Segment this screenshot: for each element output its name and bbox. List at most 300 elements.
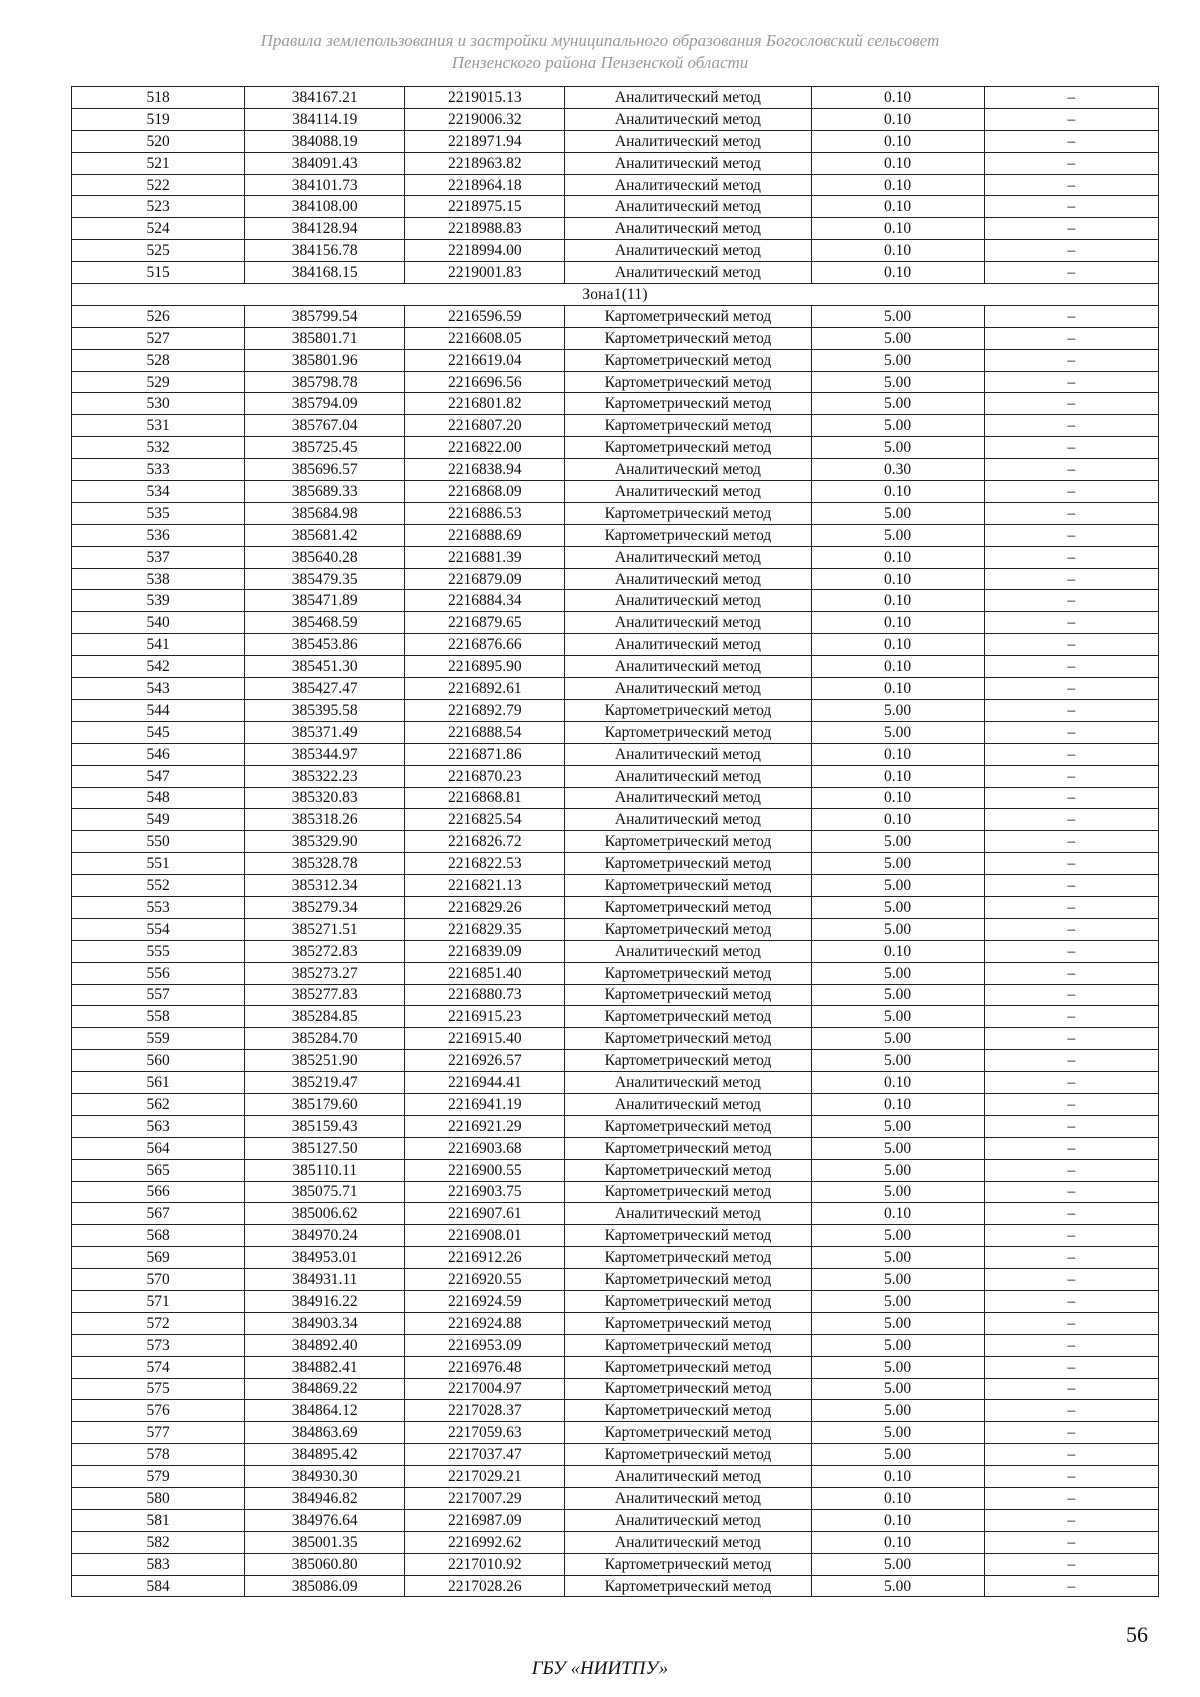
accuracy-cell: 5.00 bbox=[811, 1247, 984, 1269]
table-row bbox=[72, 831, 1159, 853]
description-cell: – bbox=[984, 831, 1158, 853]
y-coordinate-cell: 2217028.26 bbox=[405, 1575, 565, 1597]
y-coordinate-cell: 2216924.88 bbox=[405, 1312, 565, 1334]
method-cell: Картометрический метод bbox=[565, 721, 811, 743]
accuracy-cell: 5.00 bbox=[811, 853, 984, 875]
y-coordinate-cell: 2216829.35 bbox=[405, 918, 565, 940]
accuracy-cell: 5.00 bbox=[811, 896, 984, 918]
method-cell: Аналитический метод bbox=[565, 1509, 811, 1531]
accuracy-cell: 5.00 bbox=[811, 1225, 984, 1247]
x-coordinate-cell: 385801.96 bbox=[245, 349, 405, 371]
method-cell: Аналитический метод bbox=[565, 1093, 811, 1115]
x-coordinate-cell: 384903.34 bbox=[245, 1312, 405, 1334]
description-cell: – bbox=[984, 634, 1158, 656]
y-coordinate-cell: 2216851.40 bbox=[405, 962, 565, 984]
y-coordinate-cell: 2216825.54 bbox=[405, 809, 565, 831]
accuracy-cell: 0.10 bbox=[811, 1509, 984, 1531]
accuracy-cell: 5.00 bbox=[811, 502, 984, 524]
method-cell: Аналитический метод bbox=[565, 940, 811, 962]
x-coordinate-cell: 385451.30 bbox=[245, 656, 405, 678]
method-cell: Картометрический метод bbox=[565, 699, 811, 721]
point-number-cell: 534 bbox=[72, 481, 245, 503]
table-row bbox=[72, 940, 1159, 962]
method-cell: Картометрический метод bbox=[565, 1575, 811, 1597]
point-number-cell: 578 bbox=[72, 1444, 245, 1466]
description-cell: – bbox=[984, 1093, 1158, 1115]
accuracy-cell: 0.10 bbox=[811, 656, 984, 678]
accuracy-cell: 5.00 bbox=[811, 1422, 984, 1444]
method-cell: Картометрический метод bbox=[565, 371, 811, 393]
description-cell: – bbox=[984, 218, 1158, 240]
y-coordinate-cell: 2216696.56 bbox=[405, 371, 565, 393]
y-coordinate-cell: 2218994.00 bbox=[405, 240, 565, 262]
description-cell: – bbox=[984, 568, 1158, 590]
description-cell: – bbox=[984, 875, 1158, 897]
method-cell: Картометрический метод bbox=[565, 349, 811, 371]
x-coordinate-cell: 385006.62 bbox=[245, 1203, 405, 1225]
x-coordinate-cell: 384946.82 bbox=[245, 1488, 405, 1510]
method-cell: Картометрический метод bbox=[565, 1312, 811, 1334]
accuracy-cell: 5.00 bbox=[811, 1028, 984, 1050]
table-row bbox=[72, 1115, 1159, 1137]
point-number-cell: 569 bbox=[72, 1247, 245, 1269]
table-row bbox=[72, 371, 1159, 393]
point-number-cell: 576 bbox=[72, 1400, 245, 1422]
point-number-cell: 570 bbox=[72, 1269, 245, 1291]
description-cell: – bbox=[984, 1028, 1158, 1050]
accuracy-cell: 5.00 bbox=[811, 984, 984, 1006]
x-coordinate-cell: 385312.34 bbox=[245, 875, 405, 897]
y-coordinate-cell: 2216987.09 bbox=[405, 1509, 565, 1531]
accuracy-cell: 0.10 bbox=[811, 546, 984, 568]
x-coordinate-cell: 385371.49 bbox=[245, 721, 405, 743]
y-coordinate-cell: 2218964.18 bbox=[405, 174, 565, 196]
description-cell: – bbox=[984, 1006, 1158, 1028]
description-cell: – bbox=[984, 371, 1158, 393]
point-number-cell: 542 bbox=[72, 656, 245, 678]
method-cell: Аналитический метод bbox=[565, 130, 811, 152]
point-number-cell: 529 bbox=[72, 371, 245, 393]
point-number-cell: 551 bbox=[72, 853, 245, 875]
y-coordinate-cell: 2216870.23 bbox=[405, 765, 565, 787]
x-coordinate-cell: 385279.34 bbox=[245, 896, 405, 918]
accuracy-cell: 0.10 bbox=[811, 196, 984, 218]
table-row bbox=[72, 1400, 1159, 1422]
table-row bbox=[72, 1488, 1159, 1510]
table-row bbox=[72, 1093, 1159, 1115]
x-coordinate-cell: 385798.78 bbox=[245, 371, 405, 393]
point-number-cell: 539 bbox=[72, 590, 245, 612]
y-coordinate-cell: 2217028.37 bbox=[405, 1400, 565, 1422]
table-row bbox=[72, 1553, 1159, 1575]
description-cell: – bbox=[984, 262, 1158, 284]
x-coordinate-cell: 384892.40 bbox=[245, 1334, 405, 1356]
point-number-cell: 547 bbox=[72, 765, 245, 787]
point-number-cell: 561 bbox=[72, 1072, 245, 1094]
table-row bbox=[72, 437, 1159, 459]
accuracy-cell: 5.00 bbox=[811, 1159, 984, 1181]
description-cell: – bbox=[984, 393, 1158, 415]
description-cell: – bbox=[984, 765, 1158, 787]
method-cell: Аналитический метод bbox=[565, 656, 811, 678]
point-number-cell: 548 bbox=[72, 787, 245, 809]
y-coordinate-cell: 2216822.00 bbox=[405, 437, 565, 459]
accuracy-cell: 5.00 bbox=[811, 962, 984, 984]
method-cell: Картометрический метод bbox=[565, 1553, 811, 1575]
table-row bbox=[72, 1422, 1159, 1444]
x-coordinate-cell: 385127.50 bbox=[245, 1137, 405, 1159]
method-cell: Картометрический метод bbox=[565, 1181, 811, 1203]
point-number-cell: 515 bbox=[72, 262, 245, 284]
y-coordinate-cell: 2216892.61 bbox=[405, 678, 565, 700]
x-coordinate-cell: 385479.35 bbox=[245, 568, 405, 590]
accuracy-cell: 5.00 bbox=[811, 1378, 984, 1400]
method-cell: Картометрический метод bbox=[565, 327, 811, 349]
accuracy-cell: 5.00 bbox=[811, 1115, 984, 1137]
table-row bbox=[72, 349, 1159, 371]
point-number-cell: 540 bbox=[72, 612, 245, 634]
accuracy-cell: 0.10 bbox=[811, 240, 984, 262]
point-number-cell: 541 bbox=[72, 634, 245, 656]
x-coordinate-cell: 385318.26 bbox=[245, 809, 405, 831]
description-cell: – bbox=[984, 1050, 1158, 1072]
accuracy-cell: 5.00 bbox=[811, 415, 984, 437]
description-cell: – bbox=[984, 721, 1158, 743]
point-number-cell: 545 bbox=[72, 721, 245, 743]
accuracy-cell: 5.00 bbox=[811, 1050, 984, 1072]
x-coordinate-cell: 385453.86 bbox=[245, 634, 405, 656]
description-cell: – bbox=[984, 809, 1158, 831]
x-coordinate-cell: 384088.19 bbox=[245, 130, 405, 152]
method-cell: Аналитический метод bbox=[565, 678, 811, 700]
table-row bbox=[72, 1531, 1159, 1553]
table-row bbox=[72, 875, 1159, 897]
point-number-cell: 558 bbox=[72, 1006, 245, 1028]
description-cell: – bbox=[984, 984, 1158, 1006]
y-coordinate-cell: 2216822.53 bbox=[405, 853, 565, 875]
y-coordinate-cell: 2216903.75 bbox=[405, 1181, 565, 1203]
x-coordinate-cell: 384953.01 bbox=[245, 1247, 405, 1269]
method-cell: Аналитический метод bbox=[565, 743, 811, 765]
method-cell: Аналитический метод bbox=[565, 481, 811, 503]
accuracy-cell: 0.10 bbox=[811, 678, 984, 700]
accuracy-cell: 0.10 bbox=[811, 765, 984, 787]
y-coordinate-cell: 2216900.55 bbox=[405, 1159, 565, 1181]
accuracy-cell: 0.10 bbox=[811, 590, 984, 612]
x-coordinate-cell: 385329.90 bbox=[245, 831, 405, 853]
x-coordinate-cell: 384114.19 bbox=[245, 108, 405, 130]
description-cell: – bbox=[984, 918, 1158, 940]
method-cell: Аналитический метод bbox=[565, 174, 811, 196]
y-coordinate-cell: 2219006.32 bbox=[405, 108, 565, 130]
description-cell: – bbox=[984, 656, 1158, 678]
accuracy-cell: 0.10 bbox=[811, 108, 984, 130]
point-number-cell: 528 bbox=[72, 349, 245, 371]
y-coordinate-cell: 2216892.79 bbox=[405, 699, 565, 721]
y-coordinate-cell: 2216826.72 bbox=[405, 831, 565, 853]
table-row bbox=[72, 612, 1159, 634]
method-cell: Аналитический метод bbox=[565, 809, 811, 831]
x-coordinate-cell: 385468.59 bbox=[245, 612, 405, 634]
accuracy-cell: 0.10 bbox=[811, 1466, 984, 1488]
point-number-cell: 552 bbox=[72, 875, 245, 897]
description-cell: – bbox=[984, 1312, 1158, 1334]
x-coordinate-cell: 385684.98 bbox=[245, 502, 405, 524]
point-number-cell: 559 bbox=[72, 1028, 245, 1050]
y-coordinate-cell: 2216926.57 bbox=[405, 1050, 565, 1072]
table-row bbox=[72, 1575, 1159, 1597]
table-row bbox=[72, 305, 1159, 327]
method-cell: Аналитический метод bbox=[565, 612, 811, 634]
table-row bbox=[72, 1312, 1159, 1334]
y-coordinate-cell: 2217004.97 bbox=[405, 1378, 565, 1400]
method-cell: Картометрический метод bbox=[565, 1137, 811, 1159]
accuracy-cell: 0.10 bbox=[811, 809, 984, 831]
x-coordinate-cell: 385328.78 bbox=[245, 853, 405, 875]
point-number-cell: 562 bbox=[72, 1093, 245, 1115]
method-cell: Картометрический метод bbox=[565, 896, 811, 918]
y-coordinate-cell: 2216976.48 bbox=[405, 1356, 565, 1378]
y-coordinate-cell: 2216888.69 bbox=[405, 524, 565, 546]
table-row bbox=[72, 327, 1159, 349]
y-coordinate-cell: 2216944.41 bbox=[405, 1072, 565, 1094]
description-cell: – bbox=[984, 108, 1158, 130]
y-coordinate-cell: 2216884.34 bbox=[405, 590, 565, 612]
point-number-cell: 575 bbox=[72, 1378, 245, 1400]
y-coordinate-cell: 2216619.04 bbox=[405, 349, 565, 371]
table-row bbox=[72, 656, 1159, 678]
description-cell: – bbox=[984, 699, 1158, 721]
accuracy-cell: 0.10 bbox=[811, 87, 984, 109]
table-row bbox=[72, 546, 1159, 568]
method-cell: Картометрический метод bbox=[565, 1356, 811, 1378]
method-cell: Аналитический метод bbox=[565, 459, 811, 481]
table-row bbox=[72, 634, 1159, 656]
accuracy-cell: 0.10 bbox=[811, 152, 984, 174]
y-coordinate-cell: 2217037.47 bbox=[405, 1444, 565, 1466]
description-cell: – bbox=[984, 1159, 1158, 1181]
y-coordinate-cell: 2216801.82 bbox=[405, 393, 565, 415]
x-coordinate-cell: 385219.47 bbox=[245, 1072, 405, 1094]
point-number-cell: 581 bbox=[72, 1509, 245, 1531]
description-cell: – bbox=[984, 896, 1158, 918]
description-cell: – bbox=[984, 305, 1158, 327]
table-row bbox=[72, 1269, 1159, 1291]
description-cell: – bbox=[984, 1488, 1158, 1510]
table-row bbox=[72, 678, 1159, 700]
description-cell: – bbox=[984, 152, 1158, 174]
method-cell: Картометрический метод bbox=[565, 1006, 811, 1028]
point-number-cell: 543 bbox=[72, 678, 245, 700]
y-coordinate-cell: 2216921.29 bbox=[405, 1115, 565, 1137]
method-cell: Картометрический метод bbox=[565, 393, 811, 415]
accuracy-cell: 5.00 bbox=[811, 1269, 984, 1291]
point-number-cell: 533 bbox=[72, 459, 245, 481]
x-coordinate-cell: 385427.47 bbox=[245, 678, 405, 700]
y-coordinate-cell: 2216908.01 bbox=[405, 1225, 565, 1247]
table-row bbox=[72, 1444, 1159, 1466]
y-coordinate-cell: 2218975.15 bbox=[405, 196, 565, 218]
description-cell: – bbox=[984, 853, 1158, 875]
table-row bbox=[72, 1159, 1159, 1181]
table-row bbox=[72, 743, 1159, 765]
point-number-cell: 535 bbox=[72, 502, 245, 524]
point-number-cell: 563 bbox=[72, 1115, 245, 1137]
point-number-cell: 531 bbox=[72, 415, 245, 437]
point-number-cell: 522 bbox=[72, 174, 245, 196]
accuracy-cell: 5.00 bbox=[811, 1575, 984, 1597]
description-cell: – bbox=[984, 327, 1158, 349]
x-coordinate-cell: 385086.09 bbox=[245, 1575, 405, 1597]
table-row bbox=[72, 568, 1159, 590]
point-number-cell: 579 bbox=[72, 1466, 245, 1488]
point-number-cell: 536 bbox=[72, 524, 245, 546]
x-coordinate-cell: 385395.58 bbox=[245, 699, 405, 721]
accuracy-cell: 0.10 bbox=[811, 130, 984, 152]
y-coordinate-cell: 2218963.82 bbox=[405, 152, 565, 174]
accuracy-cell: 0.10 bbox=[811, 634, 984, 656]
description-cell: – bbox=[984, 174, 1158, 196]
method-cell: Картометрический метод bbox=[565, 1028, 811, 1050]
y-coordinate-cell: 2216920.55 bbox=[405, 1269, 565, 1291]
point-number-cell: 526 bbox=[72, 305, 245, 327]
table-row bbox=[72, 415, 1159, 437]
x-coordinate-cell: 385277.83 bbox=[245, 984, 405, 1006]
accuracy-cell: 5.00 bbox=[811, 831, 984, 853]
y-coordinate-cell: 2216915.23 bbox=[405, 1006, 565, 1028]
table-row bbox=[72, 1050, 1159, 1072]
accuracy-cell: 0.10 bbox=[811, 1203, 984, 1225]
header-line-1: Правила землепользования и застройки муниципального образования Богословский сельсовет bbox=[260, 31, 940, 50]
x-coordinate-cell: 384916.22 bbox=[245, 1290, 405, 1312]
method-cell: Картометрический метод bbox=[565, 415, 811, 437]
accuracy-cell: 5.00 bbox=[811, 721, 984, 743]
accuracy-cell: 0.30 bbox=[811, 459, 984, 481]
method-cell: Аналитический метод bbox=[565, 1466, 811, 1488]
accuracy-cell: 5.00 bbox=[811, 699, 984, 721]
y-coordinate-cell: 2216879.09 bbox=[405, 568, 565, 590]
description-cell: – bbox=[984, 459, 1158, 481]
method-cell: Аналитический метод bbox=[565, 765, 811, 787]
accuracy-cell: 0.10 bbox=[811, 940, 984, 962]
description-cell: – bbox=[984, 1575, 1158, 1597]
table-row bbox=[72, 240, 1159, 262]
accuracy-cell: 0.10 bbox=[811, 1531, 984, 1553]
x-coordinate-cell: 384895.42 bbox=[245, 1444, 405, 1466]
y-coordinate-cell: 2216608.05 bbox=[405, 327, 565, 349]
method-cell: Аналитический метод bbox=[565, 108, 811, 130]
method-cell: Аналитический метод bbox=[565, 152, 811, 174]
point-number-cell: 550 bbox=[72, 831, 245, 853]
table-row bbox=[72, 962, 1159, 984]
description-cell: – bbox=[984, 240, 1158, 262]
x-coordinate-cell: 384882.41 bbox=[245, 1356, 405, 1378]
table-row bbox=[72, 1509, 1159, 1531]
method-cell: Аналитический метод bbox=[565, 1203, 811, 1225]
table-row bbox=[72, 524, 1159, 546]
point-number-cell: 518 bbox=[72, 87, 245, 109]
method-cell: Картометрический метод bbox=[565, 1378, 811, 1400]
method-cell: Картометрический метод bbox=[565, 1115, 811, 1137]
accuracy-cell: 5.00 bbox=[811, 1290, 984, 1312]
x-coordinate-cell: 385801.71 bbox=[245, 327, 405, 349]
y-coordinate-cell: 2216907.61 bbox=[405, 1203, 565, 1225]
y-coordinate-cell: 2216992.62 bbox=[405, 1531, 565, 1553]
x-coordinate-cell: 384930.30 bbox=[245, 1466, 405, 1488]
method-cell: Картометрический метод bbox=[565, 984, 811, 1006]
zone-label: Зона1(11) bbox=[72, 284, 1159, 306]
point-number-cell: 574 bbox=[72, 1356, 245, 1378]
table-row bbox=[72, 196, 1159, 218]
x-coordinate-cell: 384091.43 bbox=[245, 152, 405, 174]
x-coordinate-cell: 384168.15 bbox=[245, 262, 405, 284]
description-cell: – bbox=[984, 1269, 1158, 1291]
point-number-cell: 582 bbox=[72, 1531, 245, 1553]
point-number-cell: 577 bbox=[72, 1422, 245, 1444]
page-header bbox=[0, 30, 1200, 74]
table-row bbox=[72, 174, 1159, 196]
y-coordinate-cell: 2218988.83 bbox=[405, 218, 565, 240]
method-cell: Картометрический метод bbox=[565, 962, 811, 984]
description-cell: – bbox=[984, 1225, 1158, 1247]
point-number-cell: 560 bbox=[72, 1050, 245, 1072]
y-coordinate-cell: 2217010.92 bbox=[405, 1553, 565, 1575]
accuracy-cell: 0.10 bbox=[811, 481, 984, 503]
table-row bbox=[72, 1006, 1159, 1028]
x-coordinate-cell: 385251.90 bbox=[245, 1050, 405, 1072]
table-row bbox=[72, 1334, 1159, 1356]
description-cell: – bbox=[984, 612, 1158, 634]
point-number-cell: 583 bbox=[72, 1553, 245, 1575]
table-row bbox=[72, 1203, 1159, 1225]
x-coordinate-cell: 384128.94 bbox=[245, 218, 405, 240]
point-number-cell: 554 bbox=[72, 918, 245, 940]
description-cell: – bbox=[984, 524, 1158, 546]
header-line-2: Пензенского района Пензенской области bbox=[451, 53, 749, 72]
point-number-cell: 523 bbox=[72, 196, 245, 218]
accuracy-cell: 5.00 bbox=[811, 371, 984, 393]
description-cell: – bbox=[984, 1553, 1158, 1575]
table-row bbox=[72, 590, 1159, 612]
table-row bbox=[72, 1137, 1159, 1159]
table-row bbox=[72, 918, 1159, 940]
table-row bbox=[72, 765, 1159, 787]
y-coordinate-cell: 2216953.09 bbox=[405, 1334, 565, 1356]
accuracy-cell: 5.00 bbox=[811, 393, 984, 415]
accuracy-cell: 5.00 bbox=[811, 349, 984, 371]
table-row bbox=[72, 87, 1159, 109]
accuracy-cell: 0.10 bbox=[811, 787, 984, 809]
accuracy-cell: 0.10 bbox=[811, 568, 984, 590]
table-row bbox=[72, 1225, 1159, 1247]
point-number-cell: 527 bbox=[72, 327, 245, 349]
method-cell: Картометрический метод bbox=[565, 1290, 811, 1312]
x-coordinate-cell: 384864.12 bbox=[245, 1400, 405, 1422]
y-coordinate-cell: 2217007.29 bbox=[405, 1488, 565, 1510]
table-row bbox=[72, 1181, 1159, 1203]
table-row bbox=[72, 1072, 1159, 1094]
x-coordinate-cell: 385159.43 bbox=[245, 1115, 405, 1137]
description-cell: – bbox=[984, 130, 1158, 152]
point-number-cell: 584 bbox=[72, 1575, 245, 1597]
x-coordinate-cell: 384869.22 bbox=[245, 1378, 405, 1400]
accuracy-cell: 5.00 bbox=[811, 1356, 984, 1378]
point-number-cell: 519 bbox=[72, 108, 245, 130]
point-number-cell: 580 bbox=[72, 1488, 245, 1510]
x-coordinate-cell: 384167.21 bbox=[245, 87, 405, 109]
point-number-cell: 521 bbox=[72, 152, 245, 174]
accuracy-cell: 0.10 bbox=[811, 218, 984, 240]
